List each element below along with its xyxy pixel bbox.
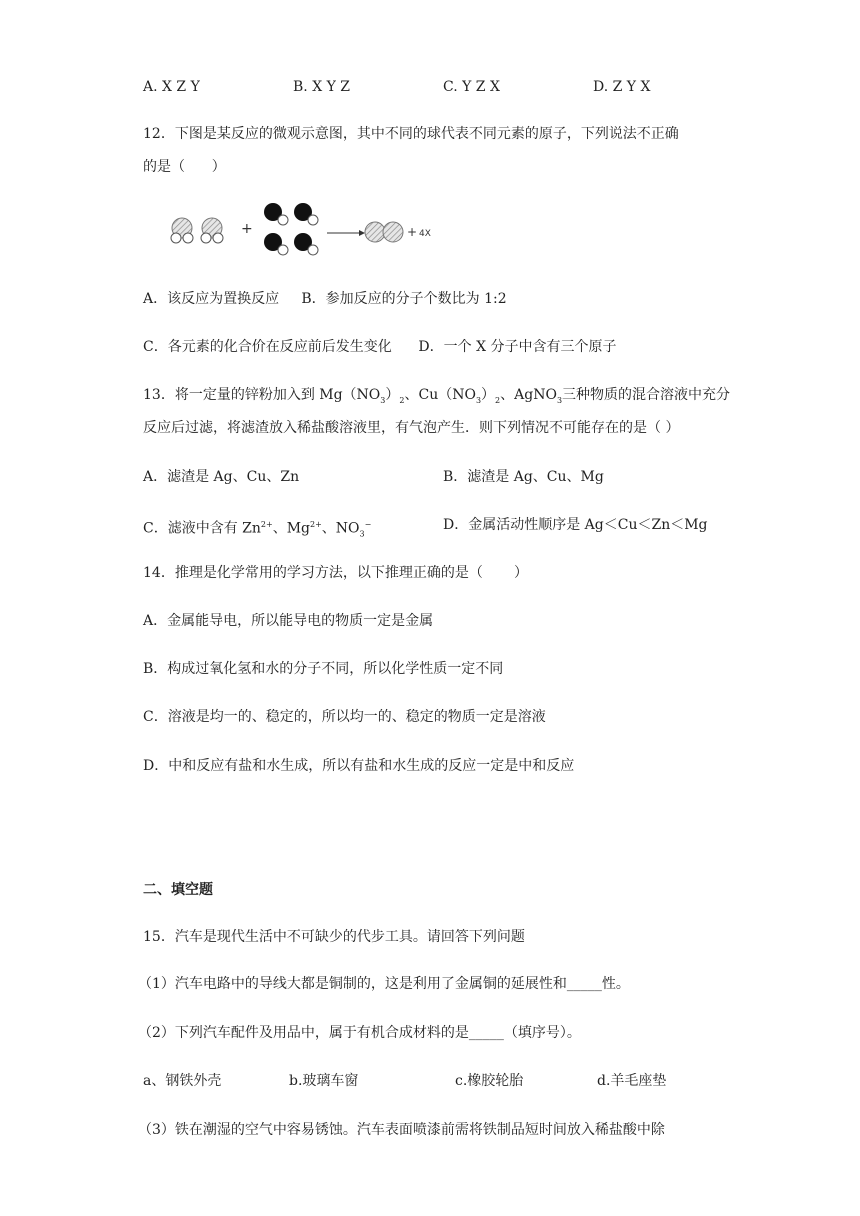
q13-stem-line1: 13．将一定量的锌粉加入到 $Mg(NO_3)_2$、$Cu(NO_3)_2$、AgNO$_3$三种物质的混合溶液中充分 (143, 387, 731, 405)
q14-option-a: A．金属能导电，所以能导电的物质一定是金属 (143, 613, 434, 629)
q13-option-d: D．金属活动性顺序是 Ag＜Cu＜Zn＜Mg (443, 517, 708, 533)
q15-part3: （3）铁在潮湿的空气中容易锈蚀。汽车表面喷漆前需将铁制品短时间放入稀盐酸中除 (138, 1122, 665, 1138)
q15-part2: （2）下列汽车配件及用品中，属于有机合成材料的是_____（填序号）。 (138, 1025, 581, 1041)
reactant-molecule-6 (294, 233, 318, 255)
plus-sign-1: + (241, 221, 253, 237)
reactant-molecule-2 (201, 218, 223, 243)
q11-option-b: B. X Y Z (293, 79, 351, 95)
q15-part1: （1）汽车电路中的导线大都是铜制的，这是利用了金属铜的延展性和_____性。 (138, 976, 630, 992)
q14-stem: 14．推理是化学常用的学习方法，以下推理正确的是（ ） (143, 565, 528, 581)
q11-option-c: C. Y Z X (443, 79, 500, 95)
q13-option-a: A．滤渣是 Ag、Cu、Zn (143, 469, 300, 485)
q12-stem-line2: 的是（ ） (143, 159, 226, 175)
q15-choice-c: c.橡胶轮胎 (455, 1073, 524, 1089)
plus-sign-2: + (407, 225, 418, 239)
q13-stem-line2: 反应后过滤，将滤渣放入稀盐酸溶液里，有气泡产生．则下列情况不可能存在的是（ ） (143, 420, 680, 436)
q12-stem-line1: 12．下图是某反应的微观示意图，其中不同的球代表不同元素的原子，下列说法不正确 (143, 126, 679, 142)
q14-option-c: C．溶液是均一的、稳定的，所以均一的、稳定的物质一定是溶液 (143, 709, 546, 725)
reactant-molecule-3 (264, 203, 288, 225)
q13-option-b: B．滤渣是 Ag、Cu、Mg (443, 469, 604, 485)
product-molecule (365, 222, 403, 242)
q13-option-c: C．滤液中含有 $Zn^{2+}$、$Mg^{2+}$、$NO_3^-$ (143, 520, 372, 539)
reactant-molecule-5 (264, 233, 288, 255)
reactant-molecule-1 (171, 218, 193, 243)
q14-option-b: B．构成过氧化氢和水的分子不同，所以化学性质一定不同 (143, 661, 504, 677)
q15-stem: 15．汽车是现代生活中不可缺少的代步工具。请回答下列问题 (143, 929, 525, 945)
section-heading: 二、填空题 (143, 882, 213, 898)
q12-options-row2: C．各元素的化合价在反应前后发生变化 D．一个 X 分子中含有三个原子 (143, 339, 617, 355)
q11-option-a: A. X Z Y (143, 79, 200, 95)
reactant-molecule-4 (294, 203, 318, 225)
q14-option-d: D．中和反应有盐和水生成，所以有盐和水生成的反应一定是中和反应 (143, 758, 575, 774)
q11-option-d: D. Z Y X (593, 79, 651, 95)
diagram-label-4x: 4X (419, 229, 431, 239)
q15-choice-d: d.羊毛座垫 (597, 1073, 667, 1089)
reaction-diagram (165, 198, 435, 260)
reaction-arrow (327, 230, 365, 236)
q15-choice-a: a、钢铁外壳 (143, 1073, 222, 1089)
q12-options-row1: A．该反应为置换反应 B．参加反应的分子个数比为 1:2 (143, 291, 507, 307)
q15-choice-b: b.玻璃车窗 (289, 1073, 359, 1089)
